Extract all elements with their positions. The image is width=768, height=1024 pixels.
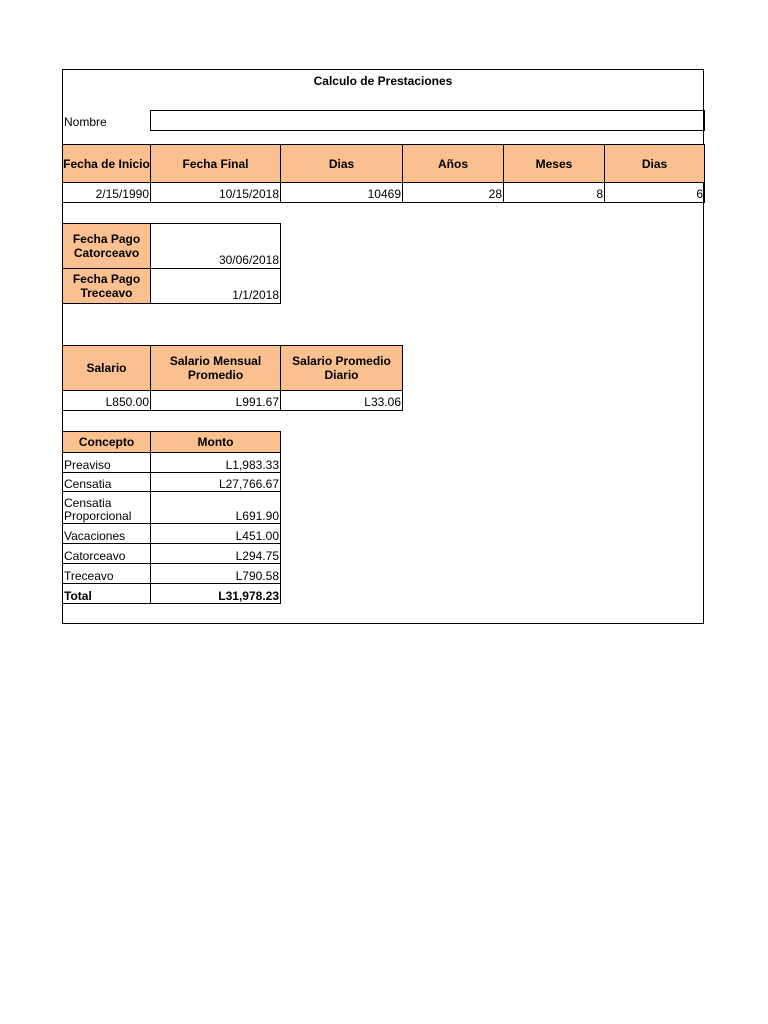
value-salario-diario[interactable]: L33.06 <box>280 390 403 411</box>
concepto-cell: Catorceavo <box>62 543 151 564</box>
header-fecha-inicio: Fecha de Inicio <box>62 144 151 183</box>
monto-cell[interactable]: L294.75 <box>150 543 281 564</box>
concepto-cell: Vacaciones <box>62 523 151 544</box>
value-fecha-pago-catorceavo[interactable]: 30/06/2018 <box>150 223 281 269</box>
header-salario-mensual: Salario Mensual Promedio <box>150 345 281 391</box>
monto-cell[interactable]: L790.58 <box>150 563 281 584</box>
monto-cell[interactable]: L691.90 <box>150 491 281 524</box>
sheet-title: Calculo de Prestaciones <box>313 74 453 88</box>
header-meses: Meses <box>503 144 605 183</box>
total-label: Total <box>62 583 151 604</box>
value-fecha-pago-treceavo[interactable]: 1/1/2018 <box>150 268 281 304</box>
header-fecha-final: Fecha Final <box>150 144 281 183</box>
value-dias-total[interactable]: 10469 <box>280 182 403 203</box>
header-salario-diario: Salario Promedio Diario <box>280 345 403 391</box>
header-fecha-pago-treceavo: Fecha Pago Treceavo <box>62 268 151 304</box>
header-anos: Años <box>402 144 504 183</box>
header-salario: Salario <box>62 345 151 391</box>
value-dias[interactable]: 6 <box>604 182 705 203</box>
value-anos[interactable]: 28 <box>402 182 504 203</box>
value-fecha-inicio[interactable]: 2/15/1990 <box>62 182 151 203</box>
header-dias-total: Dias <box>280 144 403 183</box>
monto-cell[interactable]: L27,766.67 <box>150 472 281 492</box>
header-dias: Dias <box>604 144 705 183</box>
total-monto[interactable]: L31,978.23 <box>150 583 281 604</box>
header-fecha-pago-catorceavo: Fecha Pago Catorceavo <box>62 223 151 269</box>
value-salario[interactable]: L850.00 <box>62 390 151 411</box>
monto-cell[interactable]: L1,983.33 <box>150 452 281 473</box>
value-salario-mensual[interactable]: L991.67 <box>150 390 281 411</box>
value-meses[interactable]: 8 <box>503 182 605 203</box>
nombre-label: Nombre <box>64 115 107 129</box>
concepto-cell: Preaviso <box>62 452 151 473</box>
concepto-cell: Treceavo <box>62 563 151 584</box>
nombre-input[interactable] <box>150 110 705 131</box>
concepto-cell: Censatia <box>62 472 151 492</box>
header-monto: Monto <box>150 431 281 453</box>
value-fecha-final[interactable]: 10/15/2018 <box>150 182 281 203</box>
monto-cell[interactable]: L451.00 <box>150 523 281 544</box>
header-concepto: Concepto <box>62 431 151 453</box>
concepto-cell: Censatia Proporcional <box>62 491 151 524</box>
